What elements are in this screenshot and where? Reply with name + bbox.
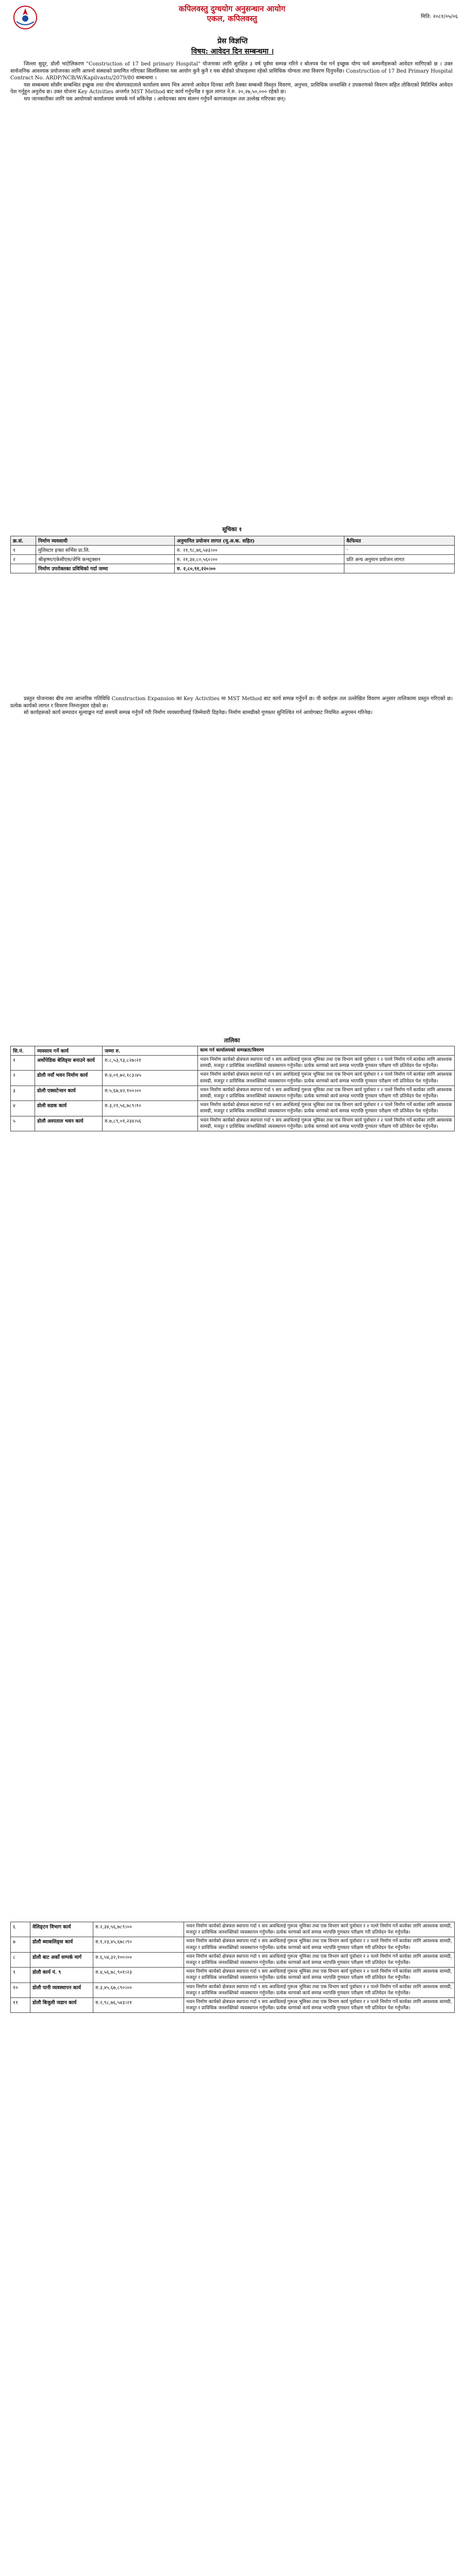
col-header: सि.नं.: [11, 1046, 35, 1056]
work-cost: रु.८,५३,९३,८२७।२१: [103, 1056, 198, 1071]
table-cell: १: [11, 546, 36, 555]
col-header: क्र.सं.: [11, 536, 36, 546]
table-row: [11, 555, 455, 564]
reference-date: मिति: २०८१/०५/०६: [421, 14, 458, 20]
work-name: वेलिङ्टन विभाग कार्य: [30, 1922, 93, 1937]
table-row: [11, 1952, 455, 1967]
intro-paragraph: जिल्ला सुदूर, डोलौ भाटेलिकरण "Construction of 17 bed primary Hospital" योजनाका लागि सुरक्षित ३ वर्ष पूर्वमा सम्पन्न गरिने र बोलपत्र पेश गर्न इच्छुक योग्य फर्म कम्पनीहरूको आवेदन मागिएको छ । उक्त सार्वजनिक आवश्यक प्रयोजनका लागि आफ्नो संस्थाको प्रमाणित गरिएका सिलसिलामा यस आयोग कुनै कुनै र यस बोर्डको प्रोफाइलमा रहेको प्राविधिक योग्यता तथा विवरण दिनुपर्नेछ। Construction of 17 Bed Primary Hospital Contract No. ARDP/NCB/W/Kapilvastu/2079/80 सम्बन्धमा ।: [10, 61, 453, 81]
work-description: भवन निर्माण कार्यको क्षेत्रफल स्थापना गर्दा ९ सय अवधिलाई गुरूत्व भूमिका तथा एक विभाग कार्य पूर्वाधार र २ पल्ले निर्माण गर्ने कार्यका लागि आवश्यक सामग्री, मजदुर र प्राविधिक जनशक्तिको व्यवस्थापन गर्नुपर्नेछ। प्रत्येक चरणको कार्य सम्पन्न भएपछि गुणस्तर परीक्षण गरी प्रतिवेदन पेश गर्नुपर्नेछ।: [184, 1922, 455, 1937]
work-description: भवन निर्माण कार्यको क्षेत्रफल स्थापना गर्दा ९ सय अवधिलाई गुरूत्व भूमिका तथा एक विभाग कार्य पूर्वाधार र २ पल्ले निर्माण गर्ने कार्यका लागि आवश्यक सामग्री, मजदुर र प्राविधिक जनशक्तिको व्यवस्थापन गर्नुपर्नेछ। प्रत्येक चरणको कार्य सम्पन्न भएपछि गुणस्तर परीक्षण गरी प्रतिवेदन पेश गर्नुपर्नेछ।: [198, 1116, 455, 1131]
work-cost: रु.२,३४,५६,७८९।००: [93, 1922, 184, 1937]
row-number: १: [11, 1056, 35, 1071]
work-description: भवन निर्माण कार्यको क्षेत्रफल स्थापना गर्दा ९ सय अवधिलाई गुरूत्व भूमिका तथा एक विभाग कार्य पूर्वाधार र २ पल्ले निर्माण गर्ने कार्यका लागि आवश्यक सामग्री, मजदुर र प्राविधिक जनशक्तिको व्यवस्थापन गर्नुपर्नेछ। प्रत्येक चरणको कार्य सम्पन्न भएपछि गुणस्तर परीक्षण गरी प्रतिवेदन पेश गर्नुपर्नेछ।: [184, 1998, 455, 2013]
table-row: [11, 1116, 455, 1131]
col-header: अनुमानित प्रयोजन लागत (मू.अ.क. सहित): [175, 536, 344, 546]
work-name: डोलौ कार्य नं. ९: [30, 1968, 93, 1982]
table-row: [11, 1998, 455, 2013]
table-row: [11, 1086, 455, 1100]
row-number: ६: [11, 1922, 30, 1937]
table-cell: रु. २१,३४,८०,५६०।००: [175, 555, 344, 564]
notice-title: प्रेस विज्ञप्ति: [217, 37, 248, 45]
table-cell: मुलिस्टार इन्फ्रा सर्भिस प्रा.लि.: [36, 546, 175, 555]
table-row: [11, 1937, 455, 1952]
table-row: [11, 1101, 455, 1116]
col-header: जम्मा रु.: [103, 1046, 198, 1056]
work-cost: रु.५,६७,४२,१००।००: [103, 1086, 198, 1100]
work-description: भवन निर्माण कार्यको क्षेत्रफल स्थापना गर्दा ९ सय अवधिलाई गुरूत्व भूमिका तथा एक विभाग कार्य पूर्वाधार र २ पल्ले निर्माण गर्ने कार्यका लागि आवश्यक सामग्री, मजदुर र प्राविधिक जनशक्तिको व्यवस्थापन गर्नुपर्नेछ। प्रत्येक चरणको कार्य सम्पन्न भएपछि गुणस्तर परीक्षण गरी प्रतिवेदन पेश गर्नुपर्नेछ।: [184, 1952, 455, 1967]
work-cost: रु.३,२१,५६,७८९।१०: [103, 1101, 198, 1116]
work-name: डोलौ सडक कार्य: [35, 1101, 103, 1116]
table-cell: [11, 564, 36, 573]
table-cell: [344, 564, 455, 573]
section2-paragraphs: [10, 696, 453, 717]
work-description: भवन निर्माण कार्यको क्षेत्रफल स्थापना गर्दा ९ सय अवधिलाई गुरूत्व भूमिका तथा एक विभाग कार्य पूर्वाधार र २ पल्ले निर्माण गर्ने कार्यका लागि आवश्यक सामग्री, मजदुर र प्राविधिक जनशक्तिको व्यवस्थापन गर्नुपर्नेछ। प्रत्येक चरणको कार्य सम्पन्न भएपछि गुणस्तर परीक्षण गरी प्रतिवेदन पेश गर्नुपर्नेछ।: [198, 1056, 455, 1071]
table-header-row: [11, 1046, 455, 1056]
work-cost: रु.६,५४,३२,१००।००: [93, 1952, 184, 1967]
table-cell: -: [344, 546, 455, 555]
section-paragraph: सो कार्यहरूको कार्य सम्पादन मूल्याङ्कन गर्दा समयमै सम्पन्न गर्नुपर्ने गरी निर्माण व्यवसायीलाई जिम्मेवारी दिइनेछ। निर्माण सामग्रीको गुणस्तर सुनिश्चित गर्न आयोगबाट नियमित अनुगमन गरिनेछ।: [24, 710, 373, 716]
works-table: [10, 1046, 455, 1131]
work-name: अर्थोपेडिक बेलिङ्स बनाउने कार्य: [35, 1056, 103, 1071]
row-number: ७: [11, 1937, 30, 1952]
work-name: डोलौ अस्पताल भवन कार्य: [35, 1116, 103, 1131]
section-paragraph: प्रस्तुत योजनाका बीच तथा आन्तरिक गतिविधि Construction Expansion का Key Activities मा MST Method बाट कार्य सम्पन्न गर्नुपर्ने छ। यी कार्यहरू तल उल्लेखित विवरण अनुसार तालिकामा प्रस्तुत गरिएको छ। प्रत्येक कार्यको लागत र विवरण निम्नानुसार रहेको छ।: [10, 696, 453, 709]
table1-title: सूचिका १: [222, 526, 242, 533]
table-row: [11, 1968, 455, 1982]
work-cost: रु.४,०१,७२,१८३।४५: [103, 1071, 198, 1086]
work-name: डोलौ एक्सटेन्सन कार्य: [35, 1086, 103, 1100]
row-number: ३: [11, 1086, 35, 1100]
work-name: डोलौ ब्याकलिङ्स कार्य: [30, 1937, 93, 1952]
table-cell: रु. २१,९८,७६,५४३।००: [175, 546, 344, 555]
table-cell: श्रीकृष्ण/एकेसीएस/जेभि कन्स्ट्रक्सन: [36, 555, 175, 564]
row-number: ९: [11, 1968, 30, 1982]
work-description: भवन निर्माण कार्यको क्षेत्रफल स्थापना गर्दा ९ सय अवधिलाई गुरूत्व भूमिका तथा एक विभाग कार्य पूर्वाधार र २ पल्ले निर्माण गर्ने कार्यका लागि आवश्यक सामग्री, मजदुर र प्राविधिक जनशक्तिको व्यवस्थापन गर्नुपर्नेछ। प्रत्येक चरणको कार्य सम्पन्न भएपछि गुणस्तर परीक्षण गरी प्रतिवेदन पेश गर्नुपर्नेछ।: [184, 1937, 455, 1952]
intro-paragraphs: [10, 61, 453, 103]
table-row: [11, 564, 455, 573]
work-name: डोलौ बिजुली जडान कार्य: [30, 1998, 93, 2013]
table-row: [11, 1922, 455, 1937]
row-number: ५: [11, 1116, 35, 1131]
intro-paragraph: थप जानकारीका लागि यस आयोगको कार्यालयमा सम्पर्क गर्न सकिनेछ । आवेदनका साथ संलग्न गर्नुपर्ने कागजातहरू तल उल्लेख गरिएका छन्।: [24, 96, 286, 102]
table-cell: २: [11, 555, 36, 564]
col-header: निर्माण व्यवसायी: [36, 536, 175, 546]
work-description: भवन निर्माण कार्यको क्षेत्रफल स्थापना गर्दा ९ सय अवधिलाई गुरूत्व भूमिका तथा एक विभाग कार्य पूर्वाधार र २ पल्ले निर्माण गर्ने कार्यका लागि आवश्यक सामग्री, मजदुर र प्राविधिक जनशक्तिको व्यवस्थापन गर्नुपर्नेछ। प्रत्येक चरणको कार्य सम्पन्न भएपछि गुणस्तर परीक्षण गरी प्रतिवेदन पेश गर्नुपर्नेछ।: [184, 1968, 455, 1982]
table-header-row: [11, 536, 455, 546]
government-emblem-icon: [9, 4, 41, 31]
bidders-table: [10, 536, 455, 573]
table-row: [11, 1071, 455, 1086]
work-name: डोलौ पानी व्यवस्थापन कार्य: [30, 1982, 93, 1997]
work-cost: रु.२,९८,७६,५४३।२१: [93, 1998, 184, 2013]
works-table: [10, 1922, 455, 2013]
table-cell: निर्माण उपरोक्तका प्रविधिको गर्दा जम्मा: [36, 564, 175, 573]
row-number: २: [11, 1071, 35, 1086]
work-cost: रु.१,२३,४५,६७८।९०: [93, 1937, 184, 1952]
work-description: भवन निर्माण कार्यको क्षेत्रफल स्थापना गर्दा ९ सय अवधिलाई गुरूत्व भूमिका तथा एक विभाग कार्य पूर्वाधार र २ पल्ले निर्माण गर्ने कार्यका लागि आवश्यक सामग्री, मजदुर र प्राविधिक जनशक्तिको व्यवस्थापन गर्नुपर्नेछ। प्रत्येक चरणको कार्य सम्पन्न भएपछि गुणस्तर परीक्षण गरी प्रतिवेदन पेश गर्नुपर्नेछ।: [198, 1101, 455, 1116]
row-number: १०: [11, 1982, 30, 1997]
work-description: भवन निर्माण कार्यको क्षेत्रफल स्थापना गर्दा ९ सय अवधिलाई गुरूत्व भूमिका तथा एक विभाग कार्य पूर्वाधार र २ पल्ले निर्माण गर्ने कार्यका लागि आवश्यक सामग्री, मजदुर र प्राविधिक जनशक्तिको व्यवस्थापन गर्नुपर्नेछ। प्रत्येक चरणको कार्य सम्पन्न भएपछि गुणस्तर परीक्षण गरी प्रतिवेदन पेश गर्नुपर्नेछ।: [198, 1071, 455, 1086]
col-header: काम गर्न कार्यालयको सम्पन्नता/विवरण: [198, 1046, 455, 1056]
table2-title: तालिका: [224, 1037, 240, 1044]
row-number: ८: [11, 1952, 30, 1967]
table-row: [11, 546, 455, 555]
work-name: डोलौ बाट अर्को सम्पर्क मार्ग: [30, 1952, 93, 1967]
table-row: [11, 1982, 455, 1997]
table-cell: प्रति अन्य अनुमान प्रयोजन लागत: [344, 555, 455, 564]
col-header: कैफियत: [344, 536, 455, 546]
row-number: ४: [11, 1101, 35, 1116]
work-description: भवन निर्माण कार्यको क्षेत्रफल स्थापना गर्दा ९ सय अवधिलाई गुरूत्व भूमिका तथा एक विभाग कार्य पूर्वाधार र २ पल्ले निर्माण गर्ने कार्यका लागि आवश्यक सामग्री, मजदुर र प्राविधिक जनशक्तिको व्यवस्थापन गर्नुपर्नेछ। प्रत्येक चरणको कार्य सम्पन्न भएपछि गुणस्तर परीक्षण गरी प्रतिवेदन पेश गर्नुपर्नेछ।: [198, 1086, 455, 1100]
work-name: डोलौ नयाँ भवन निर्माण कार्य: [35, 1071, 103, 1086]
intro-paragraph: यस सम्बन्धमा सोसँग सम्बन्धित इच्छुक तथा योग्य बोलपत्रदाताले कार्यालय समय भित्र आफ्नो आवेदन दिनका लागि ठेक्का सम्बन्धी विस्तृत विवरण, अनुभव, प्राविधिक जनशक्ति र उपकरणको विवरण सहित तोकिएको मितिभित्र आवेदन पेश गर्नुहुन अनुरोध छ। उक्त योजना Key Activities अन्तर्गत MST Method बाट कार्य गर्नुपर्नेछ र कुल लागत ने.रु. २०,२७,५०,००० रहेको छ।: [10, 82, 453, 95]
work-cost: रु.७,८९,०१,२३४।५६: [103, 1116, 198, 1131]
notice-subject: विषय: आवेदन दिन सम्बन्धमा ।: [191, 47, 274, 56]
row-number: ११: [11, 1998, 30, 2013]
table-cell: रु. २,८०,९१,२२०।००: [175, 564, 344, 573]
work-description: भवन निर्माण कार्यको क्षेत्रफल स्थापना गर्दा ९ सय अवधिलाई गुरूत्व भूमिका तथा एक विभाग कार्य पूर्वाधार र २ पल्ले निर्माण गर्ने कार्यका लागि आवश्यक सामग्री, मजदुर र प्राविधिक जनशक्तिको व्यवस्थापन गर्नुपर्नेछ। प्रत्येक चरणको कार्य सम्पन्न भएपछि गुणस्तर परीक्षण गरी प्रतिवेदन पेश गर्नुपर्नेछ।: [184, 1982, 455, 1997]
office-header: [129, 4, 335, 24]
work-cost: रु.४,५६,७८,९०१।२३: [93, 1968, 184, 1982]
office-name: कपिलवस्तु दुग्धयोग अनुसन्धान आयोग: [178, 4, 286, 13]
col-header: व्यवसाय गर्ने कार्य: [35, 1046, 103, 1056]
work-cost: रु.३,४५,६७,८९०।००: [93, 1982, 184, 1997]
table-row: [11, 1056, 455, 1071]
office-location: एकल, कपिलवस्तु: [207, 14, 257, 23]
